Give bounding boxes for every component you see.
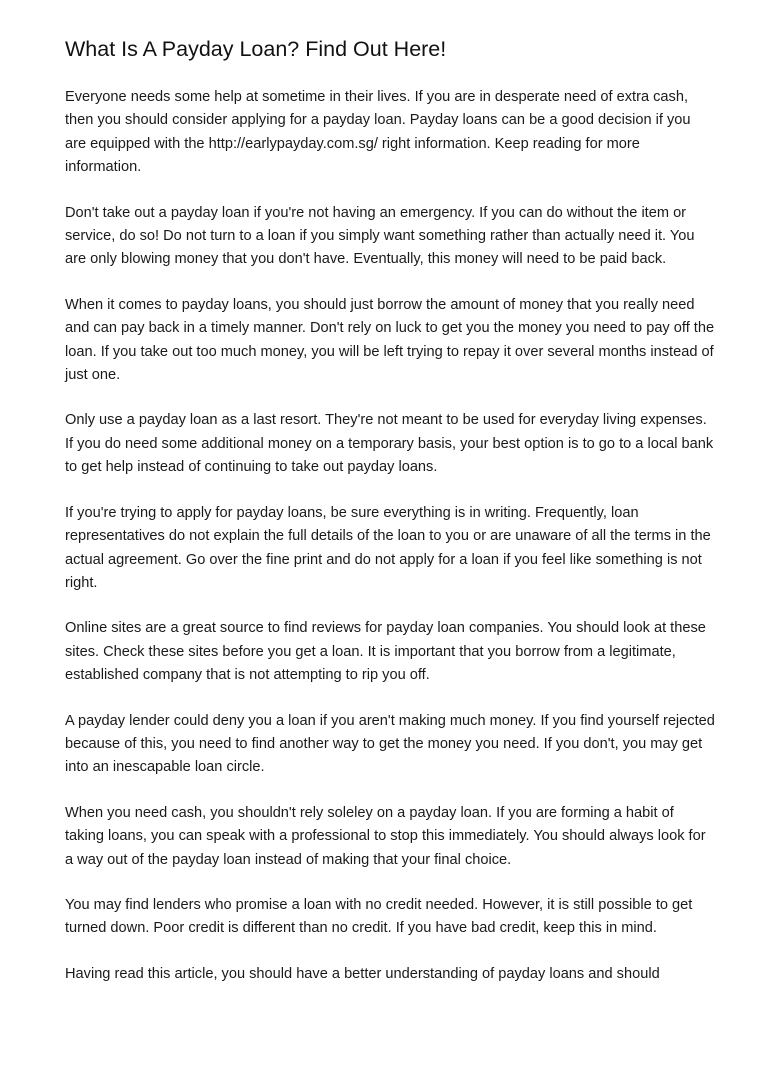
paragraph-8: When you need cash, you shouldn't rely soleley on a payday loan. If you are forming a habit of taking loans, you can speak with a professional to stop this immediately. You should always look for a way out of the payday loan instead of making that your final choice. — [65, 804, 706, 868]
paragraph-6: Online sites are a great source to find reviews for payday loan companies. You should look at these sites. Check these sites before you get a loan. It is important that you borrow from a legitimate, established company that is not attempting to rip you off. — [65, 620, 706, 684]
paragraph-1: Everyone needs some help at sometime in their lives. If you are in desperate need of extra cash, then you should consider applying for a payday loan. Payday loans can be a good decision if you are equipped with the http://earlypayday.com.sg/ right information. Keep reading for more information. — [65, 89, 691, 176]
page-title: What Is A Payday Loan? Find Out Here! — [65, 37, 447, 61]
paragraph-10: Having read this article, you should have a better understanding of payday loans and should — [65, 965, 660, 982]
paragraph-9: You may find lenders who promise a loan with no credit needed. However, it is still possible to get turned down. Poor credit is different than no credit. If you have bad credit, keep this in mind. — [65, 896, 693, 937]
article-body — [65, 86, 715, 1008]
paragraph-3: When it comes to payday loans, you should just borrow the amount of money that you really need and can pay back in a timely manner. Don't rely on luck to get you the money you need to pay off the loan. If you take out too much money, you will be left trying to repay it over several months instead of just one. — [65, 296, 715, 384]
paragraph-2: Don't take out a payday loan if you're not having an emergency. If you can do without the item or service, do so! Do not turn to a loan if you simply want something rather than actually need it. You are only blowing money that you don't have. Eventually, this money will need to be paid back. — [65, 204, 695, 268]
paragraph-7: A payday lender could deny you a loan if you aren't making much money. If you find yourself rejected because of this, you need to find another way to get the money you need. If you don't, you may get into an inescapable loan circle. — [65, 712, 715, 776]
paragraph-5: If you're trying to apply for payday loans, be sure everything is in writing. Frequently, loan representatives do not explain the full details of the loan to you or are unaware of all the terms in the actual agreement. Go over the fine print and do not apply for a loan if you feel like something is not right. — [65, 504, 711, 591]
paragraph-4: Only use a payday loan as a last resort. They're not meant to be used for everyday living expenses. If you do need some additional money on a temporary basis, your best option is to go to a local bank to get help instead of continuing to take out payday loans. — [65, 412, 714, 476]
